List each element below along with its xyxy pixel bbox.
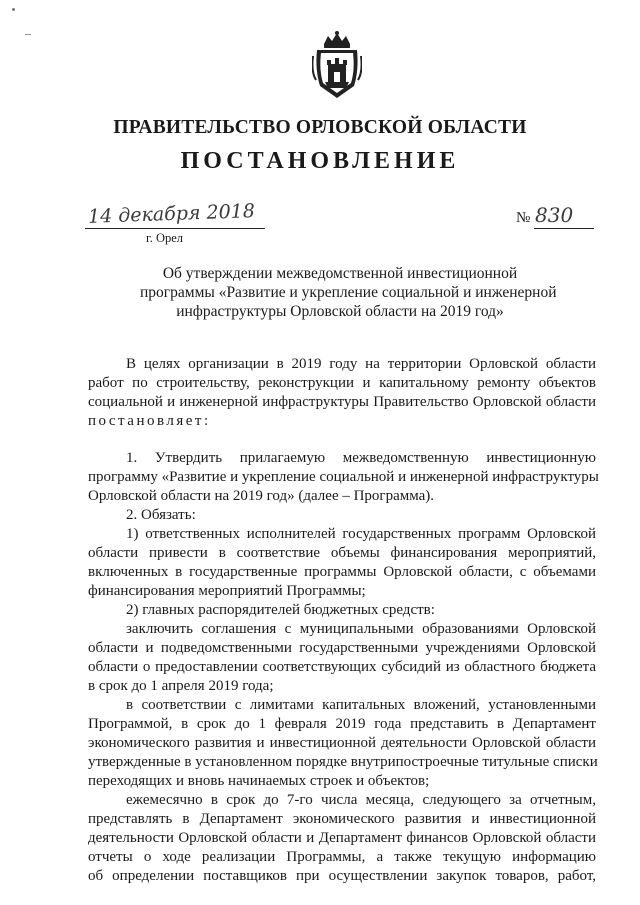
government-name: ПРАВИТЕЛЬСТВО ОРЛОВСКОЙ ОБЛАСТИ xyxy=(113,117,527,138)
text-line: 1. Утвердить прилагаемую межведомственную инвестиционную xyxy=(126,450,596,466)
text-line: отчеты о ходе реализации Программы, а также текущую информацию xyxy=(88,849,596,865)
text-line: включенных в государственные программы Орловской области, с объемами xyxy=(88,564,596,580)
text-line: области привести в соответствие объемы финансирования мероприятий, xyxy=(88,545,596,561)
text-line: ежемесячно в срок до 7-го числа месяца, следующего за отчетным, xyxy=(126,792,596,808)
text-line: переходящих и вновь начинаемых строек и объектов; xyxy=(88,773,430,789)
scan-speck xyxy=(12,8,15,11)
text-line: экономического развития и инвестиционной деятельности Орловской области xyxy=(88,735,596,751)
preamble-paragraph xyxy=(88,355,596,431)
scan-speck xyxy=(25,34,31,35)
orel-region-coat-of-arms-icon xyxy=(312,30,362,102)
text-line: В целях организации в 2019 году на территории Орловской области xyxy=(126,356,596,372)
text-line: в соответствии с лимитами капитальных вложений, установленными xyxy=(126,697,596,713)
handwritten-number: 830 xyxy=(535,203,574,227)
text-line: области о предоставлении соответствующих субсидий из областного бюджета xyxy=(88,659,596,675)
text-line: 2. Обязать: xyxy=(126,507,196,523)
item-2-heading xyxy=(88,506,596,525)
text-line: области и подведомственными государственными учреждениями Орловской xyxy=(88,640,596,656)
city-label: г. Орел xyxy=(146,231,184,245)
handwritten-date: 14 декабря 2018 xyxy=(87,200,256,228)
number-label: № xyxy=(516,210,531,226)
item-2-2-heading xyxy=(88,601,596,620)
text-line: утвержденные в установленном порядке внутрипостроечные титульные списки xyxy=(88,754,598,770)
item-1-paragraph xyxy=(88,449,599,506)
text-line: Орловской области на 2019 год» (далее – Программа). xyxy=(88,488,435,504)
subject-line: инфраструктуры Орловской области на 2019 год» xyxy=(176,303,504,320)
subject-line: Об утверждении межведомственной инвестиционной xyxy=(162,265,518,282)
text-line: социальной и инженерной инфраструктуры Правительство Орловской области xyxy=(88,394,596,410)
document-body xyxy=(88,355,599,886)
item-2-2-a-paragraph xyxy=(88,620,596,696)
text-line: финансирования мероприятий Программы; xyxy=(88,583,366,599)
text-line: Программой, в срок до 1 февраля 2019 года представить в Департамент xyxy=(88,716,596,732)
date-underline xyxy=(85,228,265,229)
text-line: работ по строительству, реконструкции и капитальному ремонту объектов xyxy=(88,375,596,391)
text-line: в срок до 1 апреля 2019 года; xyxy=(88,678,274,694)
text-line: деятельности Орловской области и Департамент финансов Орловской области xyxy=(88,830,596,846)
text-line: об определении поставщиков при осуществлении закупок товаров, работ, xyxy=(88,868,596,884)
document-type: ПОСТАНОВЛЕНИЕ xyxy=(180,148,460,174)
item-2-2-c-paragraph xyxy=(88,791,596,886)
text-line: заключить соглашения с муниципальными образованиями Орловской xyxy=(126,621,596,637)
item-2-1-paragraph xyxy=(88,525,596,601)
subject-line: программы «Развитие и укрепление социальной и инженерной xyxy=(140,284,557,301)
item-2-2-b-paragraph xyxy=(88,696,596,791)
text-line: 1) ответственных исполнителей государственных программ Орловской xyxy=(126,526,596,542)
document-subject xyxy=(140,264,557,321)
text-line: постановляет: xyxy=(88,413,211,429)
number-underline xyxy=(534,228,594,229)
text-line: 2) главных распорядителей бюджетных средств: xyxy=(126,602,435,618)
text-line: программу «Развитие и укрепление социальной и инженерной инфраструктуры xyxy=(88,469,599,485)
text-line: представлять в Департамент экономического развития и инвестиционной xyxy=(88,811,596,827)
paragraph-gap xyxy=(88,431,596,449)
